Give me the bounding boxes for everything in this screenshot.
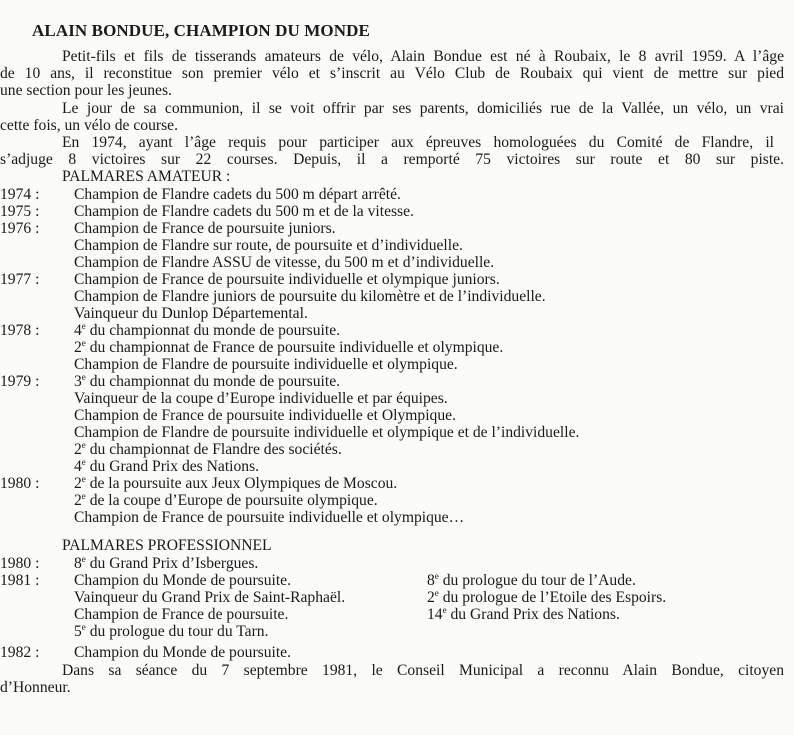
entry-description: Champion de France de poursuite individuelle et olympique… xyxy=(74,509,465,526)
rank-suffix: e xyxy=(81,622,86,632)
entry-text xyxy=(74,271,500,288)
rank-number: 2 xyxy=(427,589,435,606)
entry-text xyxy=(427,572,636,589)
entry-text xyxy=(74,186,401,203)
entry-text xyxy=(74,305,308,322)
entry-text xyxy=(74,509,464,526)
entry-description: Champion de France de poursuite individuelle et olympique juniors. xyxy=(74,271,500,288)
entry-description: du prologue du tour de l’Aude. xyxy=(438,572,636,589)
amateur-entry xyxy=(0,186,401,203)
entry-description: du Grand Prix des Nations. xyxy=(85,458,260,475)
amateur-entry xyxy=(0,203,414,220)
amateur-entry xyxy=(0,254,494,271)
entry-description: du Grand Prix des Nations. xyxy=(446,606,620,623)
entry-description: du championnat de Flandre des sociétés. xyxy=(85,441,342,458)
rank-number: 2 xyxy=(74,492,82,509)
rank-suffix: e xyxy=(81,321,86,331)
entry-description: Champion de Flandre de poursuite individuelle et olympique et de l’individuelle. xyxy=(74,424,580,441)
paragraph-1-line-2: de 10 ans, il reconstitue son premier vélo et s’inscrit au Vélo Club de Roubaix qui vient de mettre sur pied xyxy=(0,65,784,82)
closing-line-1: Dans sa séance du 7 septembre 1981, le Conseil Municipal a reconnu Alain Bondue, citoyen xyxy=(62,662,784,679)
entry-description: Vainqueur de la coupe d’Europe individuelle et par équipes. xyxy=(74,390,448,407)
rank-suffix: e xyxy=(81,372,86,382)
entry-text xyxy=(74,356,458,373)
entry-text xyxy=(74,644,291,661)
entry-description: Champion de Flandre sur route, de poursuite et d’individuelle. xyxy=(74,237,463,254)
entry-description: Champion de Flandre de poursuite individuelle et olympique. xyxy=(74,356,458,373)
year-label: 1980 : xyxy=(0,555,40,572)
amateur-entry xyxy=(0,339,503,356)
entry-description: du championnat du monde de poursuite. xyxy=(85,322,341,339)
entry-description: du prologue du tour du Tarn. xyxy=(85,623,269,640)
pro-heading: PALMARES PROFESSIONNEL xyxy=(62,537,272,554)
pro-entry-1981-right xyxy=(427,606,620,623)
year-label: 1974 : xyxy=(0,186,40,203)
entry-description: Champion du Monde de poursuite. xyxy=(74,644,291,661)
pro-entry-1981 xyxy=(0,606,288,623)
year-label: 1982 : xyxy=(0,644,40,661)
entry-text xyxy=(74,572,291,589)
amateur-entry xyxy=(0,305,308,322)
year-label: 1976 : xyxy=(0,220,40,237)
rank-suffix: e xyxy=(81,440,86,450)
entry-text xyxy=(74,606,288,623)
paragraph-1-line-3: une section pour les jeunes. xyxy=(0,82,172,99)
entry-description: Vainqueur du Dunlop Départemental. xyxy=(74,305,308,322)
entry-text xyxy=(74,623,268,640)
entry-description: du prologue de l’Etoile des Espoirs. xyxy=(438,589,667,606)
rank-suffix: e xyxy=(434,571,439,581)
pro-entry-1980 xyxy=(0,555,258,572)
rank-suffix: e xyxy=(81,457,86,467)
amateur-entry xyxy=(0,220,336,237)
pro-entry-1981-right xyxy=(427,589,666,606)
rank-suffix: e xyxy=(81,474,86,484)
pro-entry-1981 xyxy=(0,589,345,606)
entry-description: Champion de Flandre cadets du 500 m départ arrêté. xyxy=(74,186,401,203)
amateur-entry xyxy=(0,509,464,526)
entry-description: Champion de France de poursuite juniors. xyxy=(74,220,336,237)
entry-text xyxy=(74,390,448,407)
entry-text xyxy=(74,373,340,390)
entry-text xyxy=(74,475,397,492)
entry-text xyxy=(74,424,579,441)
amateur-entry xyxy=(0,475,397,492)
closing-line-2: d’Honneur. xyxy=(0,679,71,696)
rank-suffix: e xyxy=(81,491,86,501)
paragraph-2-line-1: Le jour de sa communion, il se voit offrir par ses parents, domiciliés rue de la Vallée, un vélo, un vrai xyxy=(62,100,784,117)
entry-description: Champion de France de poursuite individuelle et Olympique. xyxy=(74,407,456,424)
entry-text xyxy=(74,339,503,356)
pro-entry-1982 xyxy=(0,644,291,661)
year-label: 1978 : xyxy=(0,322,40,339)
rank-suffix: e xyxy=(81,554,86,564)
amateur-entry xyxy=(0,441,342,458)
year-label: 1980 : xyxy=(0,475,40,492)
entry-description: Champion de Flandre ASSU de vitesse, du 500 m et d’individuelle. xyxy=(74,254,495,271)
amateur-entry xyxy=(0,322,340,339)
entry-text xyxy=(74,203,414,220)
rank-number: 8 xyxy=(74,555,82,572)
entry-text xyxy=(74,492,378,509)
year-label: 1981 : xyxy=(0,572,40,589)
entry-description: du championnat du monde de poursuite. xyxy=(85,373,341,390)
paragraph-1-line-1: Petit-fils et fils de tisserands amateurs de vélo, Alain Bondue est né à Roubaix, le 8 avril 1959. A l’âge xyxy=(62,48,784,65)
entry-text xyxy=(74,288,546,305)
entry-description: Vainqueur du Grand Prix de Saint-Raphaël. xyxy=(74,589,346,606)
rank-suffix: e xyxy=(81,338,86,348)
entry-description: du championnat de France de poursuite individuelle et olympique. xyxy=(85,339,504,356)
entry-description: Champion du Monde de poursuite. xyxy=(74,572,291,589)
entry-text xyxy=(74,555,258,572)
pro-entry-1981 xyxy=(0,623,268,640)
rank-number: 2 xyxy=(74,475,82,492)
amateur-entry xyxy=(0,458,259,475)
amateur-entry xyxy=(0,237,463,254)
entry-description: Champion de Flandre cadets du 500 m et de la vitesse. xyxy=(74,203,414,220)
amateur-entry xyxy=(0,271,500,288)
rank-number: 2 xyxy=(74,441,82,458)
entry-description: Champion de France de poursuite. xyxy=(74,606,289,623)
rank-number: 8 xyxy=(427,572,435,589)
year-label: 1977 : xyxy=(0,271,40,288)
amateur-entry xyxy=(0,356,458,373)
entry-text xyxy=(74,441,342,458)
entry-text xyxy=(427,606,620,623)
entry-description: de la poursuite aux Jeux Olympiques de Moscou. xyxy=(85,475,398,492)
document-title: ALAIN BONDUE, CHAMPION DU MONDE xyxy=(32,21,370,40)
entry-text xyxy=(74,589,345,606)
entry-description: du Grand Prix d’Isbergues. xyxy=(85,555,259,572)
rank-suffix: e xyxy=(434,588,439,598)
rank-number: 5 xyxy=(74,623,82,640)
rank-suffix: e xyxy=(442,605,447,615)
entry-description: de la coupe d’Europe de poursuite olympique. xyxy=(85,492,378,509)
amateur-entry xyxy=(0,373,340,390)
rank-number: 4 xyxy=(74,458,82,475)
year-label: 1979 : xyxy=(0,373,40,390)
rank-number: 2 xyxy=(74,339,82,356)
rank-number: 14 xyxy=(427,606,443,623)
year-label: 1975 : xyxy=(0,203,40,220)
amateur-entry xyxy=(0,424,579,441)
amateur-entry xyxy=(0,390,448,407)
entry-text xyxy=(74,322,340,339)
paragraph-3-line-2: s’adjuge 8 victoires sur 22 courses. Depuis, il a remporté 75 victoires sur route et 80 sur piste. xyxy=(0,151,784,168)
paragraph-3-line-1: En 1974, ayant l’âge requis pour participer aux épreuves homologuées du Comité de Flandre, il xyxy=(62,134,774,151)
paragraph-2-line-2: cette fois, un vélo de course. xyxy=(0,117,178,134)
pro-entry-1981 xyxy=(0,572,291,589)
rank-number: 4 xyxy=(74,322,82,339)
amateur-heading: PALMARES AMATEUR : xyxy=(62,168,231,185)
rank-number: 3 xyxy=(74,373,82,390)
pro-entry-1981-right xyxy=(427,572,636,589)
amateur-entry xyxy=(0,492,378,509)
entry-text xyxy=(427,589,666,606)
entry-description: Champion de Flandre juniors de poursuite du kilomètre et de l’individuelle. xyxy=(74,288,546,305)
entry-text xyxy=(74,254,494,271)
entry-text xyxy=(74,407,456,424)
amateur-entry xyxy=(0,407,456,424)
amateur-entry xyxy=(0,288,546,305)
entry-text xyxy=(74,458,259,475)
entry-text xyxy=(74,237,463,254)
entry-text xyxy=(74,220,336,237)
